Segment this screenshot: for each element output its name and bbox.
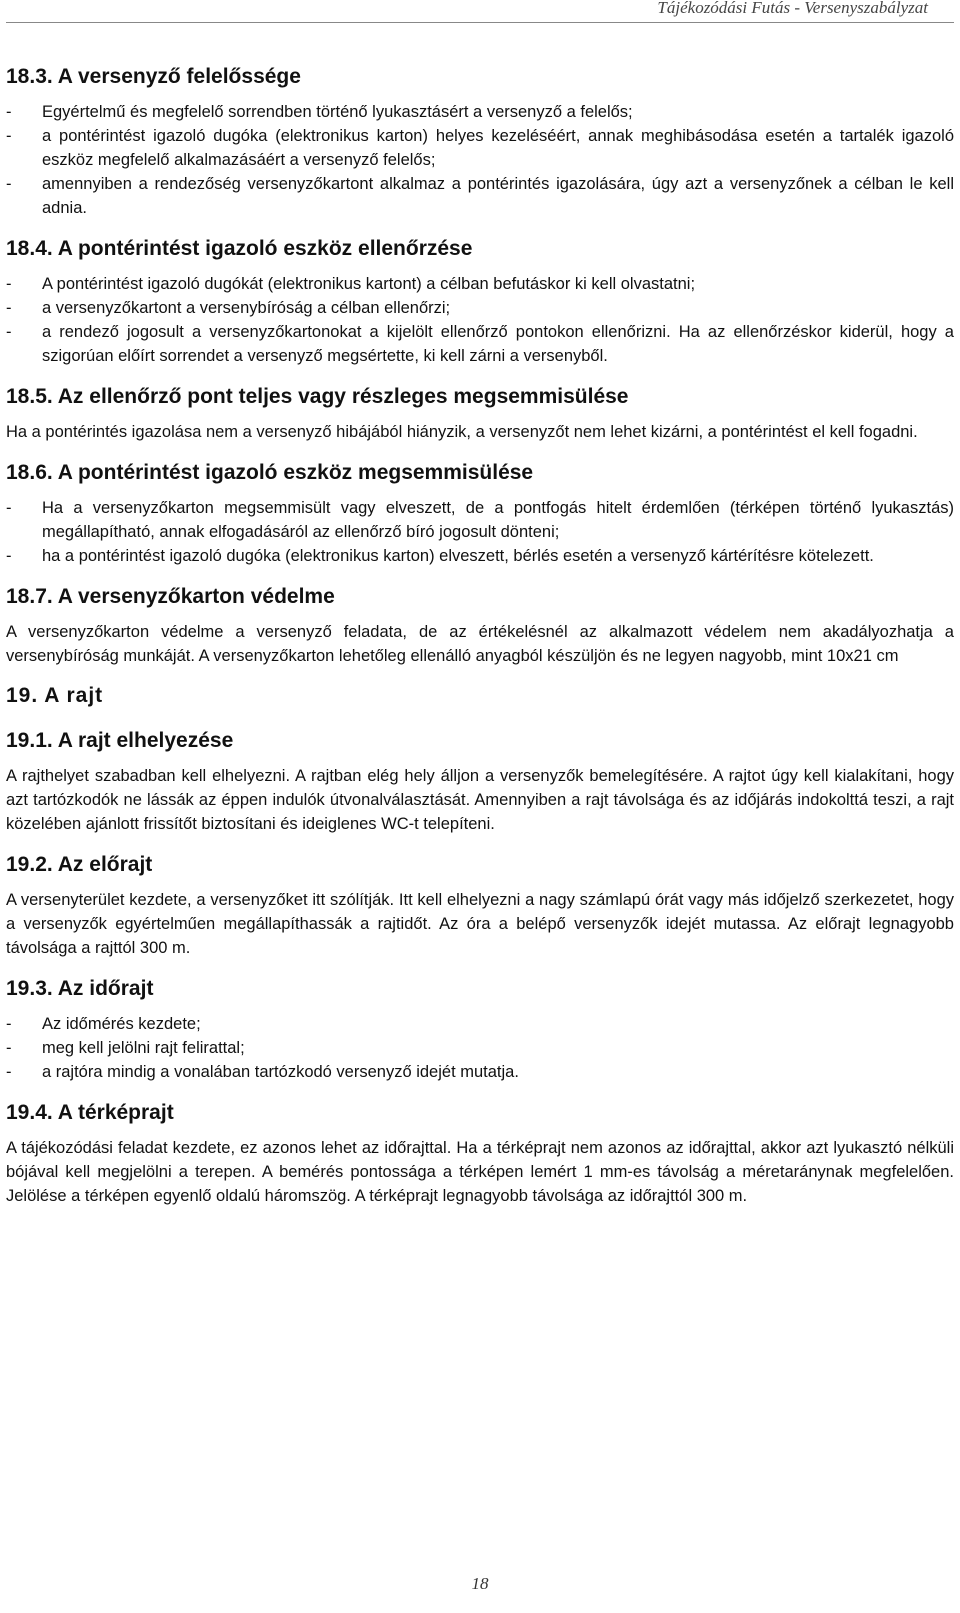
dash-list <box>6 100 954 220</box>
list-item: - Ha a versenyzőkarton megsemmisült vagy elveszett, de a pontfogás hitelt érdemlően (térképen történő lyukasztás) megállapítható, annak elfogadásáról az ellenőrző bíró jogosult dönteni; <box>6 496 954 544</box>
section-19-3 <box>6 976 954 1084</box>
section-paragraph: Ha a pontérintés igazolása nem a versenyző hibájából hiányzik, a versenyzőt nem lehet kizárni, a pontérintést el kell fogadni. <box>6 423 918 441</box>
list-item: - meg kell jelölni rajt felirattal; <box>6 1036 954 1060</box>
list-item: - Az időmérés kezdete; <box>6 1012 954 1036</box>
chapter-heading: 19. A rajt <box>6 684 104 707</box>
section-heading: 18.7. A versenyzőkarton védelme <box>6 585 335 608</box>
section-18-3 <box>6 64 954 220</box>
section-18-6 <box>6 460 954 568</box>
section-heading: 18.4. A pontérintést igazoló eszköz ellenőrzése <box>6 237 473 260</box>
section-heading: 18.5. Az ellenőrző pont teljes vagy részleges megsemmisülése <box>6 385 629 408</box>
section-heading: 19.3. Az időrajt <box>6 977 154 1000</box>
section-19-4 <box>6 1100 954 1208</box>
section-18-5 <box>6 384 954 444</box>
section-paragraph: A versenyterület kezdete, a versenyzőket itt szólítják. Itt kell elhelyezni a nagy számlapú órát vagy más időjelző szerkezetet, hogy a versenyzők egyértelműen megállapíthassák a rajtidőt. Az óra a belépő versenyzők idejét mutassa. Az előrajt legnagyobb távolsága a rajttól 300 m. <box>6 891 954 957</box>
header-divider <box>6 22 954 23</box>
section-heading: 18.3. A versenyző felelőssége <box>6 65 301 88</box>
section-paragraph: A tájékozódási feladat kezdete, ez azonos lehet az időrajttal. Ha a térképrajt nem azonos az időrajttal, akkor azt lyukasztó nélküli bójával kell megjelölni a terepen. A bemérés pontossága a térképen lemért 1 mm-es távolság a méretaránynak megfelelően. Jelölése a térképen egyenlő oldalú háromszög. A térképrajt legnagyobb távolsága az időrajttól 300 m. <box>6 1139 954 1205</box>
dash-list <box>6 496 954 568</box>
section-heading: 19.2. Az előrajt <box>6 853 153 876</box>
section-heading: 19.4. A térképrajt <box>6 1101 174 1124</box>
header-title: Tájékozódási Futás - Versenyszabályzat <box>657 0 928 17</box>
list-item: - amennyiben a rendezőség versenyzőkartont alkalmaz a pontérintés igazolására, úgy azt a versenyzőnek a célban le kell adnia. <box>6 172 954 220</box>
page-header <box>0 0 960 22</box>
section-paragraph: A versenyzőkarton védelme a versenyző feladata, de az értékelésnél az alkalmazott védelem nem akadályozhatja a versenybíróság munkáját. A versenyzőkarton lehetőleg ellenálló anyagból készüljön és ne legyen nagyobb, mint 10x21 cm <box>6 623 954 665</box>
list-item: - A pontérintést igazoló dugókát (elektronikus kartont) a célban befutáskor ki kell olvastatni; <box>6 272 954 296</box>
list-item: - a rajtóra mindig a vonalában tartózkodó versenyző idejét mutatja. <box>6 1060 954 1084</box>
list-item: - a rendező jogosult a versenyzőkartonokat a kijelölt ellenőrző pontokon ellenőrizni. Ha az ellenőrzéskor kiderül, hogy a szigorúan előírt sorrendet a versenyző megsértette, ki kell zárni a versenyből. <box>6 320 954 368</box>
section-18-7 <box>6 584 954 668</box>
list-item: - Egyértelmű és megfelelő sorrendben történő lyukasztásért a versenyző a felelős; <box>6 100 954 124</box>
page-number: 18 <box>471 1574 489 1593</box>
dash-list <box>6 1012 954 1084</box>
list-item: - a versenyzőkartont a versenybíróság a célban ellenőrzi; <box>6 296 954 320</box>
section-18-4 <box>6 236 954 368</box>
document-body <box>6 64 954 1224</box>
list-item: - a pontérintést igazoló dugóka (elektronikus karton) helyes kezeléséért, annak meghibásodása esetén a tartalék igazoló eszköz megfelelő alkalmazásáért a versenyző felelős; <box>6 124 954 172</box>
section-paragraph: A rajthelyet szabadban kell elhelyezni. A rajtban elég hely álljon a versenyzők bemelegítésére. A rajtot úgy kell kialakítani, hogy azt tartózkodók ne lássák az éppen indulók útvonalválasztását. Amennyiben a rajt távolsága és az időjárás indokolttá teszi, a rajt közelében ajánlott frissítőt biztosítani és ideiglenes WC-t telepíteni. <box>6 767 954 833</box>
dash-list <box>6 272 954 368</box>
list-item: - ha a pontérintést igazoló dugóka (elektronikus karton) elveszett, bérlés esetén a versenyző kártérítésre kötelezett. <box>6 544 954 568</box>
section-heading: 19.1. A rajt elhelyezése <box>6 729 234 752</box>
section-heading: 18.6. A pontérintést igazoló eszköz megsemmisülése <box>6 461 534 484</box>
section-19-2 <box>6 852 954 960</box>
section-19-1 <box>6 728 954 836</box>
